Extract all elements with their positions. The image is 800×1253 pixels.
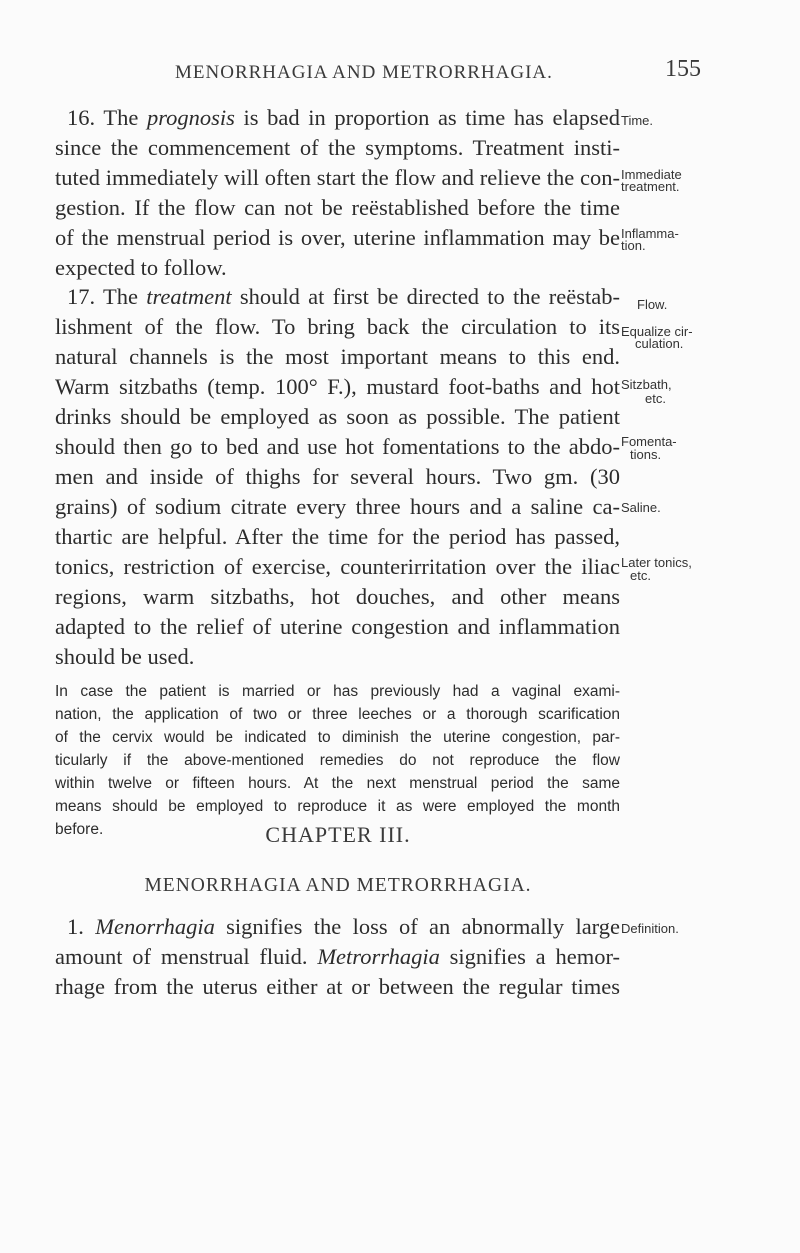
body-line: tuted immediately will often start the flow and relieve the con- [55,165,620,190]
body-line: expected to follow. [55,255,227,280]
margin-note-later-tonics: Later tonics, [621,555,692,570]
emphasis-treatment: treatment [146,284,232,309]
chapter-title: CHAPTER III. [265,822,411,847]
small-print-line: of the cervix would be indicated to diminish the uterine congestion, par- [55,729,620,746]
body-line: drinks should be employed as soon as possible. The patient [55,404,620,429]
margin-note-inflammation-cont: tion. [621,238,646,253]
body-line: rhage from the uterus either at or between the regular times [55,974,620,999]
margin-note-later-tonics-cont: etc. [630,568,651,583]
body-line: should then go to bed and use hot fomentations to the abdo- [55,434,620,459]
margin-note-immediate: Immediate [621,167,682,182]
margin-note-equalize: Equalize cir- [621,324,693,339]
body-line: lishment of the flow. To bring back the circulation to its [55,314,620,339]
margin-note-equalize-cont: culation. [635,336,684,351]
body-line: adapted to the relief of uterine congestion and inflammation [55,614,620,639]
margin-note-immediate-cont: treatment. [621,179,680,194]
small-print-line: means should be employed to reproduce it as were employed the month [55,798,620,815]
running-head: MENORRHAGIA AND METRORRHAGIA. [175,62,553,83]
small-print-line: before. [55,821,104,838]
margin-note-sitzbath-cont: etc. [645,391,666,406]
emphasis-prognosis: prognosis [146,105,235,130]
chapter-subtitle: MENORRHAGIA AND METRORRHAGIA. [144,875,532,896]
margin-note-flow: Flow. [637,297,668,312]
body-line: thartic are helpful. After the time for the period has passed, [55,524,620,549]
body-line: tonics, restriction of exercise, counterirritation over the iliac [55,554,620,579]
body-line: grains) of sodium citrate every three hours and a saline ca- [55,494,620,519]
body-line: 16. The prognosis is bad in proportion as time has elapsed [67,105,620,130]
margin-note-saline: Saline. [621,500,661,515]
body-line: should be used. [55,644,195,669]
body-line: amount of menstrual fluid. Metrorrhagia signifies a hemor- [55,944,620,969]
small-print-line: nation, the application of two or three leeches or a thorough scarification [55,706,620,723]
body-line: regions, warm sitzbaths, hot douches, and other means [55,584,620,609]
body-line: 17. The treatment should at first be directed to the reëstab- [67,284,620,309]
small-print-line: within twelve or fifteen hours. At the next menstrual period the same [55,775,620,792]
margin-note-inflammation: Inflamma- [621,226,679,241]
margin-note-fomentations-cont: tions. [630,447,662,462]
margin-note-fomentations: Fomenta- [621,434,677,449]
small-print-line: ticularly if the above-mentioned remedies do not reproduce the flow [55,752,620,769]
page-number: 155 [665,56,701,82]
body-line: 1. Menorrhagia signifies the loss of an abnormally large [67,914,621,939]
body-line: since the commencement of the symptoms. Treatment insti- [55,135,620,160]
body-line: men and inside of thighs for several hours. Two gm. (30 [55,464,620,489]
small-print-line: In case the patient is married or has previously had a vaginal exami- [55,683,620,700]
margin-note-definition: Definition. [621,921,679,936]
margin-note-time: Time. [621,113,654,128]
margin-note-sitzbath: Sitzbath, [621,377,672,392]
emphasis-metrorrhagia: Metrorrhagia [317,944,440,969]
body-line: of the menstrual period is over, uterine inflammation may be [55,225,620,250]
emphasis-menorrhagia: Menorrhagia [95,914,215,939]
body-line: Warm sitzbaths (temp. 100° F.), mustard foot-baths and hot [55,374,620,399]
body-line: gestion. If the flow can not be reëstablished before the time [55,195,620,220]
body-line: natural channels is the most important means to this end. [55,344,620,369]
